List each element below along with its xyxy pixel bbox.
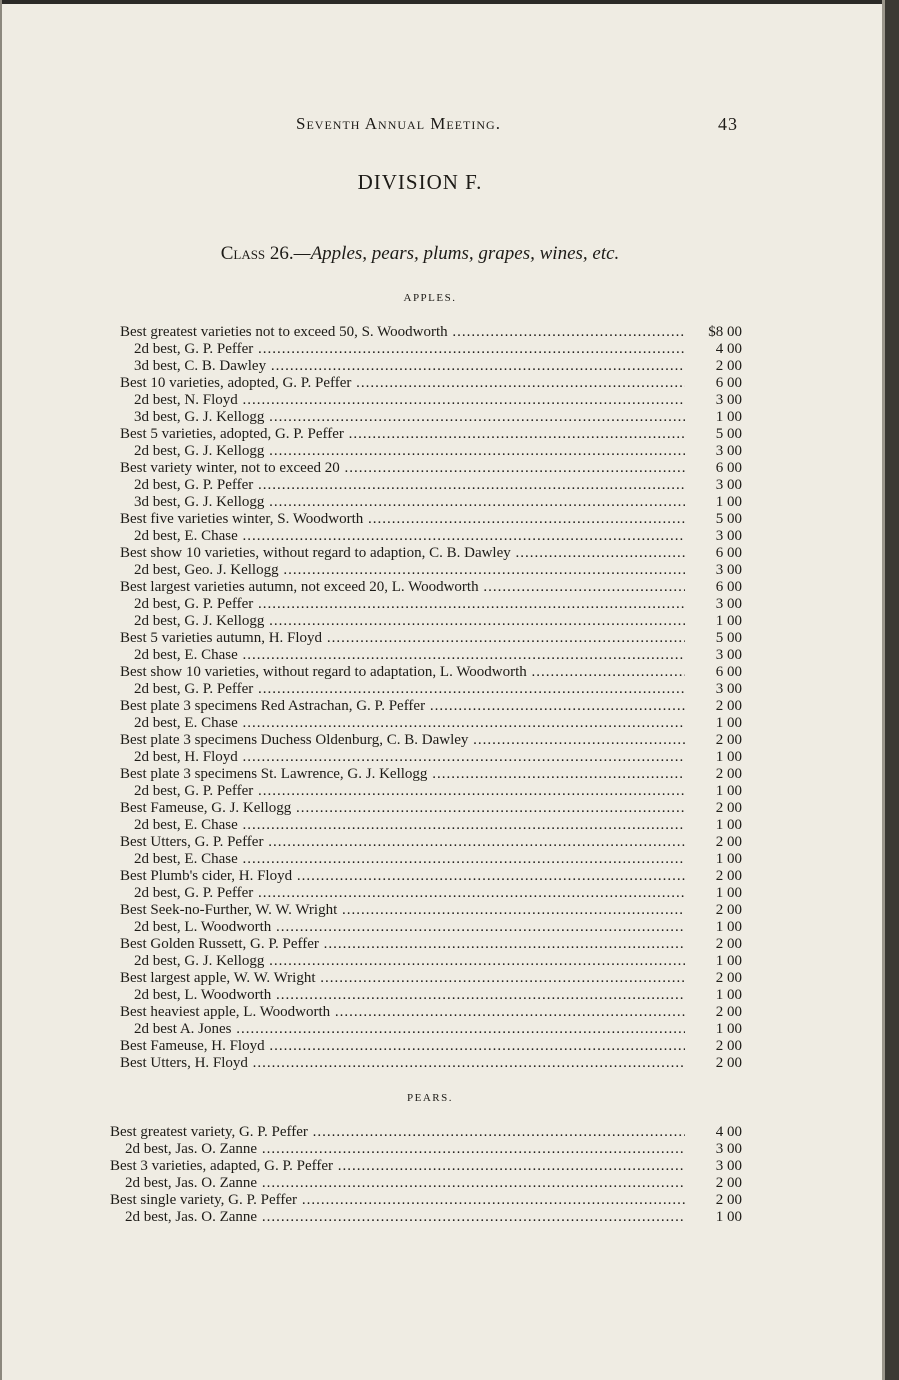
entry-label: Best show 10 varieties, without regard to adaptation, L. Woodworth .....	[120, 664, 685, 681]
entry-label: Best five varieties winter, S. Woodworth .....	[120, 511, 685, 528]
apples-entry-row	[0, 1038, 899, 1055]
entry-amount: 2 00	[692, 358, 742, 375]
apples-entry-row	[0, 664, 899, 681]
apples-entry-row	[0, 460, 899, 477]
pears-entry-row	[0, 1124, 899, 1141]
entry-label: 2d best, G. P. Peffer .....	[134, 783, 685, 800]
apples-entry-row	[0, 443, 899, 460]
apples-entry-row	[0, 902, 899, 919]
entry-amount: 6 00	[692, 664, 742, 681]
entry-label: 2d best, N. Floyd .....	[134, 392, 685, 409]
entry-label: Best show 10 varieties, without regard to adaption, C. B. Dawley .....	[120, 545, 685, 562]
entry-amount: 1 00	[692, 783, 742, 800]
apples-entry-row	[0, 783, 899, 800]
entry-label: 2d best, G. J. Kellogg .....	[134, 953, 685, 970]
pears-entry-list	[0, 1124, 899, 1226]
entry-amount: 4 00	[692, 1124, 742, 1141]
entry-amount: 3 00	[692, 1158, 742, 1175]
entry-amount: 2 00	[692, 970, 742, 987]
entry-amount: 1 00	[692, 1209, 742, 1226]
apples-entry-row	[0, 579, 899, 596]
apples-entry-row	[0, 834, 899, 851]
entry-label: Best plate 3 specimens St. Lawrence, G. J. Kellogg .....	[120, 766, 685, 783]
entry-label: Best largest varieties autumn, not exceed 20, L. Woodworth .....	[120, 579, 685, 596]
apples-entry-row	[0, 749, 899, 766]
apples-entry-row	[0, 528, 899, 545]
entry-amount: 5 00	[692, 511, 742, 528]
entry-label: Best Fameuse, G. J. Kellogg .....	[120, 800, 685, 817]
entry-amount: 2 00	[692, 902, 742, 919]
entry-label: Best 3 varieties, adapted, G. P. Peffer .....	[110, 1158, 685, 1175]
entry-amount: 1 00	[692, 409, 742, 426]
entry-label: Best 5 varieties, adopted, G. P. Peffer .....	[120, 426, 685, 443]
apples-entry-row	[0, 647, 899, 664]
pears-entry-row	[0, 1158, 899, 1175]
entry-amount: 1 00	[692, 987, 742, 1004]
entry-label: Best Utters, H. Floyd .....	[120, 1055, 685, 1072]
entry-label: 2d best, E. Chase .....	[134, 817, 685, 834]
apples-entry-row	[0, 817, 899, 834]
class-subject: —Apples, pears, plums, grapes, wines, etc.	[293, 243, 620, 264]
apples-entry-row	[0, 341, 899, 358]
entry-amount: 5 00	[692, 426, 742, 443]
entry-label: Best Utters, G. P. Peffer .....	[120, 834, 685, 851]
entry-amount: 3 00	[692, 528, 742, 545]
apples-entry-row	[0, 715, 899, 732]
entry-label: 2d best, G. J. Kellogg .....	[134, 613, 685, 630]
pears-entry-row	[0, 1192, 899, 1209]
pears-entry-row	[0, 1209, 899, 1226]
apples-entry-row	[0, 375, 899, 392]
entry-amount: 1 00	[692, 715, 742, 732]
entry-label: 2d best, G. P. Peffer .....	[134, 885, 685, 902]
apples-entry-row	[0, 324, 899, 341]
entry-label: Best Golden Russett, G. P. Peffer .....	[120, 936, 685, 953]
entry-label: 3d best, G. J. Kellogg .....	[134, 494, 685, 511]
entry-amount: 1 00	[692, 953, 742, 970]
entry-amount: 3 00	[692, 596, 742, 613]
entry-label: Best plate 3 specimens Red Astrachan, G. P. Peffer .....	[120, 698, 685, 715]
entry-amount: 3 00	[692, 392, 742, 409]
apples-entry-row	[0, 358, 899, 375]
entry-amount: 3 00	[692, 681, 742, 698]
entry-amount: $8 00	[692, 324, 742, 341]
entry-amount: 2 00	[692, 800, 742, 817]
entry-label: 2d best, G. J. Kellogg .....	[134, 443, 685, 460]
class-number: Class 26.	[220, 243, 294, 264]
entry-label: Best Seek-no-Further, W. W. Wright .....	[120, 902, 685, 919]
entry-label: 2d best, Jas. O. Zanne .....	[125, 1209, 685, 1226]
page-number: 43	[718, 114, 738, 134]
apples-entry-row	[0, 562, 899, 579]
entry-label: Best 10 varieties, adopted, G. P. Peffer .....	[120, 375, 685, 392]
entry-label: 3d best, C. B. Dawley .....	[134, 358, 685, 375]
apples-entry-row	[0, 630, 899, 647]
entry-amount: 4 00	[692, 341, 742, 358]
entry-label: 2d best, L. Woodworth .....	[134, 987, 685, 1004]
entry-amount: 3 00	[692, 477, 742, 494]
pears-entry-row	[0, 1175, 899, 1192]
entry-label: 2d best, G. P. Peffer .....	[134, 681, 685, 698]
apples-entry-row	[0, 613, 899, 630]
apples-entry-row	[0, 596, 899, 613]
apples-entry-row	[0, 987, 899, 1004]
entry-label: Best heaviest apple, L. Woodworth .....	[120, 1004, 685, 1021]
entry-amount: 3 00	[692, 647, 742, 664]
apples-entry-row	[0, 545, 899, 562]
apples-entry-row	[0, 681, 899, 698]
entry-label: 2d best, Jas. O. Zanne .....	[125, 1175, 685, 1192]
entry-label: Best Fameuse, H. Floyd .....	[120, 1038, 685, 1055]
entry-label: Best variety winter, not to exceed 20 .....	[120, 460, 685, 477]
apples-entry-row	[0, 1055, 899, 1072]
entry-amount: 2 00	[692, 834, 742, 851]
division-heading: DIVISION F.	[357, 170, 483, 194]
pears-heading: PEARS.	[407, 1092, 453, 1104]
entry-amount: 1 00	[692, 817, 742, 834]
entry-label: Best Plumb's cider, H. Floyd .....	[120, 868, 685, 885]
apples-entry-row	[0, 953, 899, 970]
entry-label: Best greatest varieties not to exceed 50, S. Woodworth .....	[120, 324, 685, 341]
entry-amount: 2 00	[692, 732, 742, 749]
apples-entry-list	[0, 324, 899, 1072]
apples-entry-row	[0, 800, 899, 817]
apples-entry-row	[0, 511, 899, 528]
entry-amount: 3 00	[692, 1141, 742, 1158]
entry-amount: 2 00	[692, 1004, 742, 1021]
entry-label: Best plate 3 specimens Duchess Oldenburg, C. B. Dawley .....	[120, 732, 685, 749]
entry-amount: 6 00	[692, 460, 742, 477]
apples-entry-row	[0, 392, 899, 409]
class-heading	[0, 243, 840, 265]
apples-entry-row	[0, 936, 899, 953]
entry-amount: 6 00	[692, 375, 742, 392]
entry-amount: 2 00	[692, 698, 742, 715]
entry-amount: 1 00	[692, 613, 742, 630]
entry-amount: 2 00	[692, 766, 742, 783]
apples-entry-row	[0, 494, 899, 511]
entry-label: 2d best, Jas. O. Zanne .....	[125, 1141, 685, 1158]
entry-amount: 6 00	[692, 579, 742, 596]
apples-entry-row	[0, 1021, 899, 1038]
apples-entry-row	[0, 698, 899, 715]
entry-label: 2d best, E. Chase .....	[134, 851, 685, 868]
apples-entry-row	[0, 477, 899, 494]
entry-label: 2d best, E. Chase .....	[134, 647, 685, 664]
apples-entry-row	[0, 868, 899, 885]
entry-amount: 1 00	[692, 885, 742, 902]
apples-entry-row	[0, 885, 899, 902]
entry-amount: 1 00	[692, 749, 742, 766]
entry-label: Best largest apple, W. W. Wright .....	[120, 970, 685, 987]
entry-amount: 5 00	[692, 630, 742, 647]
entry-label: 2d best, G. P. Peffer .....	[134, 596, 685, 613]
entry-amount: 2 00	[692, 936, 742, 953]
entry-label: Best single variety, G. P. Peffer .....	[110, 1192, 685, 1209]
entry-amount: 1 00	[692, 494, 742, 511]
entry-amount: 6 00	[692, 545, 742, 562]
entry-amount: 2 00	[692, 1175, 742, 1192]
running-title: Seventh Annual Meeting.	[296, 114, 501, 133]
entry-label: Best 5 varieties autumn, H. Floyd .....	[120, 630, 685, 647]
entry-label: 2d best, E. Chase .....	[134, 715, 685, 732]
entry-label: 3d best, G. J. Kellogg .....	[134, 409, 685, 426]
entry-label: 2d best, G. P. Peffer .....	[134, 477, 685, 494]
apples-entry-row	[0, 766, 899, 783]
apples-entry-row	[0, 409, 899, 426]
entry-amount: 2 00	[692, 868, 742, 885]
pears-entry-row	[0, 1141, 899, 1158]
apples-entry-row	[0, 426, 899, 443]
entry-label: 2d best, Geo. J. Kellogg .....	[134, 562, 685, 579]
entry-amount: 1 00	[692, 851, 742, 868]
entry-amount: 2 00	[692, 1038, 742, 1055]
apples-entry-row	[0, 851, 899, 868]
apples-entry-row	[0, 919, 899, 936]
entry-label: 2d best, E. Chase .....	[134, 528, 685, 545]
entry-label: 2d best, G. P. Peffer .....	[134, 341, 685, 358]
entry-amount: 2 00	[692, 1192, 742, 1209]
apples-entry-row	[0, 732, 899, 749]
entry-label: Best greatest variety, G. P. Peffer .....	[110, 1124, 685, 1141]
entry-amount: 3 00	[692, 443, 742, 460]
apples-entry-row	[0, 1004, 899, 1021]
page-edge-top	[0, 0, 899, 4]
entry-amount: 3 00	[692, 562, 742, 579]
apples-entry-row	[0, 970, 899, 987]
entry-label: 2d best, L. Woodworth .....	[134, 919, 685, 936]
apples-heading: APPLES.	[403, 292, 457, 304]
entry-amount: 2 00	[692, 1055, 742, 1072]
entry-amount: 1 00	[692, 1021, 742, 1038]
entry-label: 2d best A. Jones .....	[134, 1021, 685, 1038]
entry-amount: 1 00	[692, 919, 742, 936]
entry-label: 2d best, H. Floyd .....	[134, 749, 685, 766]
